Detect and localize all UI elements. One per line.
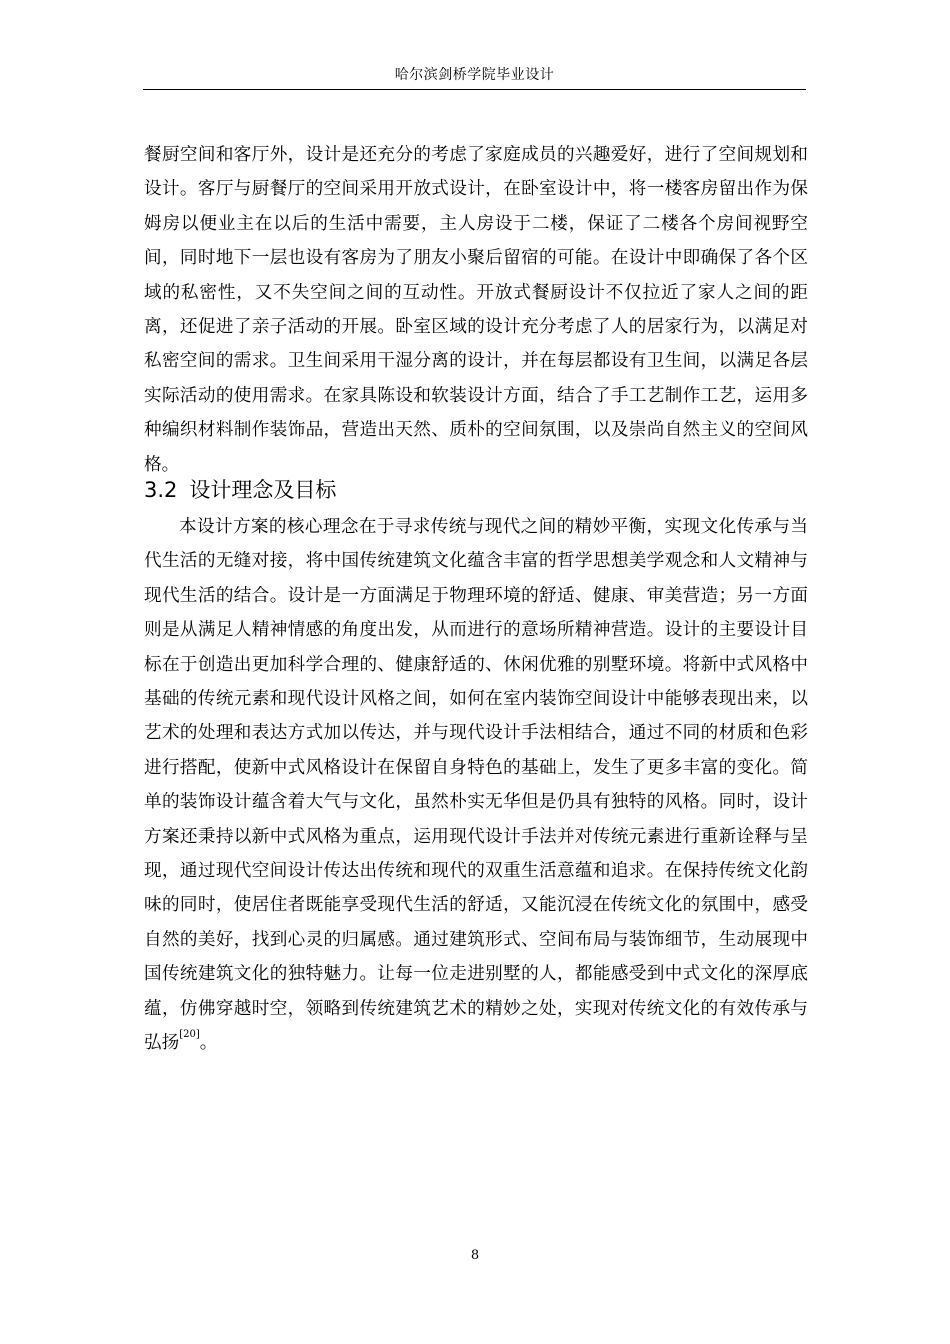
citation-reference: [20] [179, 1029, 200, 1041]
section-heading [144, 473, 336, 507]
section-title: 设计理念及目标 [189, 478, 337, 502]
body-paragraph-2 [144, 510, 808, 1061]
body-paragraph-1: 餐厨空间和客厅外，设计是还充分的考虑了家庭成员的兴趣爱好，进行了空间规划和设计。客厅与厨餐厅的空间采用开放式设计，在卧室设计中，将一楼客房留出作为保姆房以便业主在以后的生活中需要，主人房设于二楼，保证了二楼各个房间视野空间，同时地下一层也设有客房为了朋友小聚后留宿的可能。在设计中即确保了各个区域的私密性，又不失空间之间的互动性。开放式餐厨设计不仅拉近了家人之间的距离，还促进了亲子活动的开展。卧室区域的设计充分考虑了人的居家行为，以满足对私密空间的需求。卫生间采用干湿分离的设计，并在每层都设有卫生间，以满足各层实际活动的使用需求。在家具陈设和软装设计方面，结合了手工艺制作工艺，运用多种编织材料制作装饰品，营造出天然、质朴的空间氛围，以及崇尚自然主义的空间风格。 [144, 145, 808, 475]
paragraph-2-end: 。 [199, 1033, 218, 1054]
running-header: 哈尔滨剑桥学院毕业设计 [394, 67, 555, 83]
header-rule [143, 89, 806, 90]
paragraph-2-text: 本设计方案的核心理念在于寻求传统与现代之间的精妙平衡，实现文化传承与当代生活的无缝对接，将中国传统建筑文化蕴含丰富的哲学思想美学观念和人文精神与现代生活的结合。设计是一方面满足于物理环境的舒适、健康、审美营造；另一方面则是从满足人精神情感的角度出发，从而进行的意场所精神营造。设计的主要设计目标在于创造出更加科学合理的、健康舒适的、休闲优雅的别墅环境。将新中式风格中基础的传统元素和现代设计风格之间，如何在室内装饰空间设计中能够表现出来，以艺术的处理和表达方式加以传达，并与现代设计手法相结合，通过不同的材质和色彩进行搭配，使新中式风格设计在保留自身特色的基础上，发生了更多丰富的变化。简单的装饰设计蕴含着大气与文化，虽然朴实无华但是仍具有独特的风格。同时，设计方案还秉持以新中式风格为重点，运用现代设计手法并对传统元素进行重新诠释与呈现，通过现代空间设计传达出传统和现代的双重生活意蕴和追求。在保持传统文化韵味的同时，使居住者既能享受现代生活的舒适，又能沉浸在传统文化的氛围中，感受自然的美好，找到心灵的归属感。通过建筑形式、空间布局与装饰细节，生动展现中国传统建筑文化的独特魅力。让每一位走进别墅的人，都能感受到中式文化的深厚底蕴，仿佛穿越时空，领略到传统建筑艺术的精妙之处，实现对传统文化的有效传承与弘扬 [144, 517, 808, 1054]
section-number: 3.2 [144, 478, 178, 502]
page-number: 8 [470, 1248, 480, 1263]
